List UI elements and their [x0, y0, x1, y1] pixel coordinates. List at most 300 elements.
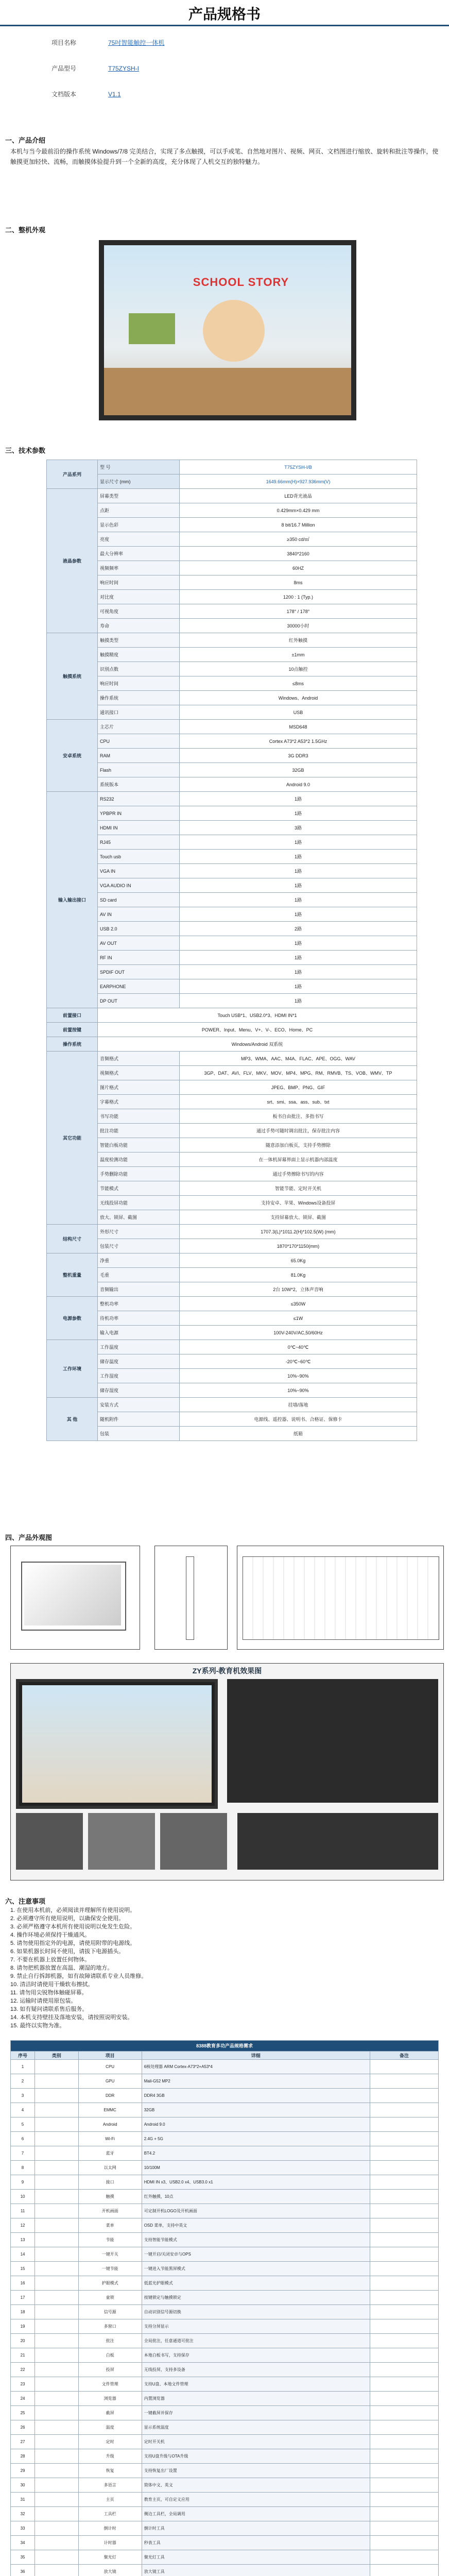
requirements-cell: 1: [11, 2060, 35, 2074]
requirements-cell: 内置浏览器: [142, 2392, 370, 2406]
meta-version: [51, 90, 121, 98]
requirements-cell: [370, 2435, 438, 2449]
spec-key: RJ45: [98, 835, 180, 850]
note-item: 10. 清洁时请使用干燥软布擦拭。: [10, 1981, 94, 1988]
requirements-cell: [35, 2060, 79, 2074]
requirements-cell: 2.4G + 5G: [142, 2132, 370, 2146]
requirements-cell: 一键开启/关闭安卓与OPS: [142, 2247, 370, 2262]
spec-key: 温度检测功能: [98, 1153, 180, 1167]
spec-key: 工作温度: [98, 1340, 180, 1354]
spec-value: 挂墙/落地: [180, 1398, 417, 1412]
requirements-row: [11, 2565, 439, 2576]
spec-key: 图片格式: [98, 1080, 180, 1095]
spec-key: 通讯接口: [98, 705, 180, 720]
requirements-cell: [370, 2449, 438, 2464]
spec-row: [47, 1354, 417, 1369]
spec-row: [47, 1181, 417, 1196]
spec-value: 1路: [180, 864, 417, 878]
requirements-cell: 护眼模式: [78, 2276, 142, 2291]
spec-value: 通过手势可随时调出批注，保存批注内容: [180, 1124, 417, 1138]
requirements-cell: 童锁: [78, 2291, 142, 2305]
requirements-cell: [370, 2493, 438, 2507]
requirements-cell: [370, 2204, 438, 2218]
requirements-cell: [370, 2175, 438, 2190]
requirements-cell: 33: [11, 2521, 35, 2536]
requirements-cell: 17: [11, 2291, 35, 2305]
spec-value: 在一体机屏幕界面上显示机器内部温度: [180, 1153, 417, 1167]
requirements-table: [10, 2040, 439, 2576]
requirements-row: [11, 2392, 439, 2406]
note-item: 8. 请勿把机器放置在高温、潮湿的地方。: [10, 1965, 113, 1971]
spec-category: 其它功能: [47, 1052, 98, 1225]
requirements-cell: [370, 2089, 438, 2103]
requirements-cell: 30: [11, 2478, 35, 2493]
spec-key: 批注功能: [98, 1124, 180, 1138]
note-item: 5. 请勿使用指定外的电源，请使用附带的电源线。: [10, 1940, 136, 1946]
requirements-cell: Mali-G52 MP2: [142, 2074, 370, 2089]
requirements-cell: HDMI IN x3、USB2.0 x4、USB3.0 x1: [142, 2175, 370, 2190]
requirements-cell: 红外触摸，10点: [142, 2190, 370, 2204]
requirements-cell: [35, 2435, 79, 2449]
spec-value: 0.429mm×0.429 mm: [180, 503, 417, 518]
requirements-cell: 批注: [78, 2334, 142, 2348]
requirements-cell: 19: [11, 2319, 35, 2334]
spec-category: 结构尺寸: [47, 1225, 98, 1253]
spec-value: 3G DDR3: [180, 749, 417, 763]
requirements-cell: [35, 2132, 79, 2146]
spec-key: 外形尺寸: [98, 1225, 180, 1239]
requirements-cell: [35, 2334, 79, 2348]
requirements-cell: [35, 2521, 79, 2536]
spec-key: YPBPR IN: [98, 806, 180, 821]
requirements-cell: 一键节能: [78, 2262, 142, 2276]
spec-row: [47, 1167, 417, 1181]
requirements-row: [11, 2406, 439, 2420]
spec-key: 可视角度: [98, 604, 180, 619]
requirements-cell: 定时开关机: [142, 2435, 370, 2449]
hero-desk: [104, 368, 351, 415]
requirements-cell: 一键进入节能黑屏模式: [142, 2262, 370, 2276]
spec-value: Windows/Android 双系统: [98, 1037, 417, 1052]
spec-value: T75ZYSH-I/B: [180, 460, 417, 474]
section-heading-notes: 六、注意事项: [5, 1897, 46, 1905]
spec-value: 1870*170*1150(mm): [180, 1239, 417, 1253]
spec-row: [47, 965, 417, 979]
requirements-row: [11, 2377, 439, 2392]
requirements-title: 8388教育多功产品规格需求: [11, 2041, 439, 2052]
spec-row: [47, 460, 417, 474]
spec-category: 产品系列: [47, 460, 98, 489]
note-item: 14. 本机支持壁挂及落地安装，请按照说明安装。: [10, 2014, 133, 2021]
requirements-cell: 升级: [78, 2449, 142, 2464]
requirements-cell: 36: [11, 2565, 35, 2576]
spec-key: 响应时间: [98, 676, 180, 691]
requirements-cell: [370, 2348, 438, 2363]
side-outline: [186, 1556, 194, 1640]
meta-label: 项目名称: [51, 39, 77, 46]
requirements-row: [11, 2190, 439, 2204]
spec-value: 1路: [180, 835, 417, 850]
spec-category: 前置按键: [47, 1023, 98, 1037]
requirements-row: [11, 2247, 439, 2262]
requirements-cell: 截屏: [78, 2406, 142, 2420]
requirements-cell: [35, 2190, 79, 2204]
requirements-cell: [35, 2161, 79, 2175]
requirements-cell: 15: [11, 2262, 35, 2276]
meta-project: [51, 38, 164, 47]
spec-row: [47, 835, 417, 850]
requirements-row: [11, 2291, 439, 2305]
requirements-cell: [370, 2276, 438, 2291]
spec-category: 前置接口: [47, 1008, 98, 1023]
spec-row: [47, 547, 417, 561]
spec-row: [47, 864, 417, 878]
spec-value: 1路: [180, 979, 417, 994]
requirements-row: [11, 2493, 439, 2507]
spec-row: [47, 821, 417, 835]
requirements-cell: [35, 2478, 79, 2493]
requirements-cell: 6: [11, 2132, 35, 2146]
requirements-row: [11, 2103, 439, 2117]
meta-value[interactable]: 75吋智能触控一体机: [108, 39, 165, 46]
spec-row: [47, 1427, 417, 1441]
spec-category: 触摸系统: [47, 633, 98, 720]
spec-value: ≤8ms: [180, 676, 417, 691]
requirements-cell: [35, 2565, 79, 2576]
spec-key: SD card: [98, 893, 180, 907]
spec-value: srt、smi、ssa、ass、sub、txt: [180, 1095, 417, 1109]
requirements-row: [11, 2449, 439, 2464]
requirements-cell: [370, 2132, 438, 2146]
spec-row: [47, 619, 417, 633]
spec-value: 1649.66mm(H)×927.936mm(V): [180, 474, 417, 489]
spec-row: [47, 1196, 417, 1210]
spec-row: [47, 777, 417, 792]
requirements-cell: 7: [11, 2146, 35, 2161]
requirements-row: [11, 2262, 439, 2276]
spec-key: 显示色彩: [98, 518, 180, 532]
requirements-cell: [35, 2348, 79, 2363]
spec-value: 通过手势擦除书写的内容: [180, 1167, 417, 1181]
spec-value: 65.0Kg: [180, 1253, 417, 1268]
spec-key: 净重: [98, 1253, 180, 1268]
requirements-cell: [35, 2464, 79, 2478]
requirements-cell: 22: [11, 2363, 35, 2377]
note-item: 6. 如果机器长时间不使用，请拔下电源插头。: [10, 1948, 125, 1955]
spec-row: [47, 1282, 417, 1297]
requirements-cell: 31: [11, 2493, 35, 2507]
product-hero-image: [99, 240, 356, 420]
requirements-cell: 26: [11, 2420, 35, 2435]
requirements-cell: 恢复: [78, 2464, 142, 2478]
meta-value[interactable]: T75ZYSH-I: [108, 65, 140, 72]
spec-row: [47, 1326, 417, 1340]
requirements-cell: 放大镜工具: [142, 2565, 370, 2576]
requirements-cell: 一键开关: [78, 2247, 142, 2262]
requirements-cell: 4: [11, 2103, 35, 2117]
spec-row: [47, 1109, 417, 1124]
requirements-row: [11, 2521, 439, 2536]
spec-row: [47, 662, 417, 676]
requirements-cell: [35, 2392, 79, 2406]
hero-caption-text: SCHOOL STORY: [193, 276, 289, 289]
requirements-cell: 聚光灯工具: [142, 2550, 370, 2565]
requirements-cell: 计时器: [78, 2536, 142, 2550]
spec-row: [47, 648, 417, 662]
requirements-cell: [370, 2060, 438, 2074]
spec-key: EARPHONE: [98, 979, 180, 994]
rear-outline: [243, 1556, 439, 1640]
requirements-cell: [370, 2262, 438, 2276]
spec-key: 寿命: [98, 619, 180, 633]
requirements-cell: [35, 2449, 79, 2464]
spec-key: 节能模式: [98, 1181, 180, 1196]
spec-row: [47, 1253, 417, 1268]
requirements-cell: 23: [11, 2377, 35, 2392]
requirements-cell: 29: [11, 2464, 35, 2478]
spec-value: 10点触控: [180, 662, 417, 676]
spec-row: [47, 474, 417, 489]
spec-value: ±1mm: [180, 648, 417, 662]
requirements-cell: 2: [11, 2074, 35, 2089]
requirements-cell: 菜单: [78, 2218, 142, 2233]
spec-row: [47, 1239, 417, 1253]
hero-child: [203, 300, 265, 362]
spec-value: Windows、Android: [180, 691, 417, 705]
spec-category: 液晶参数: [47, 489, 98, 633]
spec-value: LED背光液晶: [180, 489, 417, 503]
spec-row: [47, 749, 417, 763]
requirements-cell: [370, 2319, 438, 2334]
requirements-cell: 多语言: [78, 2478, 142, 2493]
spec-key: VGA IN: [98, 864, 180, 878]
requirements-cell: [35, 2377, 79, 2392]
meta-value[interactable]: V1.1: [108, 91, 121, 98]
spec-category: 操作系统: [47, 1037, 98, 1052]
requirements-cell: 接口: [78, 2175, 142, 2190]
requirements-cell: [370, 2161, 438, 2175]
requirements-cell: 一键截屏并保存: [142, 2406, 370, 2420]
spec-key: 包装: [98, 1427, 180, 1441]
requirements-cell: 秒表工具: [142, 2536, 370, 2550]
spec-value: 随意添加白板页，支持手势擦除: [180, 1138, 417, 1153]
requirements-cell: 25: [11, 2406, 35, 2420]
spec-row: [47, 763, 417, 777]
requirements-cell: [370, 2146, 438, 2161]
spec-row: [47, 633, 417, 648]
spec-value: 1200 : 1 (Typ.): [180, 590, 417, 604]
side-view-drawing: [154, 1546, 228, 1650]
note-item: 9. 禁止自行拆卸机器，如有故障请联系专业人员维修。: [10, 1973, 147, 1979]
spec-row: [47, 1398, 417, 1412]
requirements-cell: 35: [11, 2550, 35, 2565]
requirements-cell: Android: [78, 2117, 142, 2132]
spec-value: 3840*2160: [180, 547, 417, 561]
requirements-row: [11, 2550, 439, 2565]
spec-row: [47, 1052, 417, 1066]
spec-key: Flash: [98, 763, 180, 777]
requirements-row: [11, 2348, 439, 2363]
requirements-cell: 倒计时: [78, 2521, 142, 2536]
spec-row: [47, 1311, 417, 1326]
section-heading-specs: 三、技术参数: [5, 447, 46, 454]
effect-side-image-1: [16, 1813, 83, 1870]
requirements-cell: [370, 2218, 438, 2233]
spec-key: 识别点数: [98, 662, 180, 676]
requirements-cell: [35, 2146, 79, 2161]
spec-key: VGA AUDIO IN: [98, 878, 180, 893]
spec-key: RF IN: [98, 951, 180, 965]
requirements-cell: 文件管理: [78, 2377, 142, 2392]
spec-row: [47, 850, 417, 864]
requirements-cell: EMMC: [78, 2103, 142, 2117]
spec-key: Touch usb: [98, 850, 180, 864]
spec-value: 10%~90%: [180, 1383, 417, 1398]
spec-value: 纸箱: [180, 1427, 417, 1441]
requirements-cell: CPU: [78, 2060, 142, 2074]
requirements-row: [11, 2175, 439, 2190]
requirements-row: [11, 2060, 439, 2074]
requirements-cell: BT4.2: [142, 2146, 370, 2161]
spec-row: [47, 951, 417, 965]
spec-row: [47, 1297, 417, 1311]
requirements-cell: [35, 2420, 79, 2435]
spec-row: [47, 604, 417, 619]
requirements-cell: [35, 2233, 79, 2247]
spec-value: 支持屏幕放大、锁屏、截图: [180, 1210, 417, 1225]
requirements-cell: [370, 2190, 438, 2204]
requirements-cell: 20: [11, 2334, 35, 2348]
requirements-cell: 32GB: [142, 2103, 370, 2117]
requirements-cell: 6核处理器 ARM Cortex-A73*2+A53*4: [142, 2060, 370, 2074]
spec-row: [47, 1412, 417, 1427]
requirements-cell: 工具栏: [78, 2507, 142, 2521]
requirements-header-cell: 项目: [78, 2052, 142, 2060]
spec-row: [47, 979, 417, 994]
note-item: 2. 必须遵守所有使用说明，以确保安全使用。: [10, 1916, 125, 1922]
requirements-row: [11, 2536, 439, 2550]
requirements-cell: Android 9.0: [142, 2117, 370, 2132]
requirements-cell: [35, 2175, 79, 2190]
requirements-cell: Wi-Fi: [78, 2132, 142, 2146]
requirements-cell: 34: [11, 2536, 35, 2550]
effect-rear-image: [227, 1679, 438, 1803]
spec-key: 亮度: [98, 532, 180, 547]
document-title: 产品规格书: [188, 6, 261, 22]
requirements-cell: 可定制开机LOGO及开机画面: [142, 2204, 370, 2218]
requirements-row: [11, 2478, 439, 2493]
spec-value: -20℃~60℃: [180, 1354, 417, 1369]
spec-key: 安装方式: [98, 1398, 180, 1412]
spec-key: 屏幕类型: [98, 489, 180, 503]
spec-row: [47, 1225, 417, 1239]
requirements-cell: 聚光灯: [78, 2550, 142, 2565]
spec-value: 0℃~40℃: [180, 1340, 417, 1354]
meta-model: [51, 64, 139, 73]
requirements-cell: 支持智能节能模式: [142, 2233, 370, 2247]
spec-row: [47, 893, 417, 907]
spec-key: 音频格式: [98, 1052, 180, 1066]
requirements-cell: 9: [11, 2175, 35, 2190]
spec-value: 81.0Kg: [180, 1268, 417, 1282]
spec-table: [46, 460, 417, 1441]
effect-caption: ZY系列-教育机效果图: [192, 1667, 262, 1675]
spec-row: [47, 1037, 417, 1052]
requirements-row: [11, 2132, 439, 2146]
requirements-cell: 27: [11, 2435, 35, 2449]
note-item: 15. 最终以实物为准。: [10, 2023, 65, 2029]
requirements-cell: [370, 2363, 438, 2377]
spec-value: 178° / 178°: [180, 604, 417, 619]
requirements-cell: [35, 2319, 79, 2334]
spec-key: 系统版本: [98, 777, 180, 792]
requirements-row: [11, 2319, 439, 2334]
requirements-cell: [35, 2089, 79, 2103]
spec-value: 8 bit/16.7 Million: [180, 518, 417, 532]
spec-value: 1路: [180, 878, 417, 893]
spec-category: 安卓系统: [47, 720, 98, 792]
spec-row: [47, 1095, 417, 1109]
requirements-row: [11, 2420, 439, 2435]
requirements-row: [11, 2305, 439, 2319]
spec-row: [47, 907, 417, 922]
spec-key: RS232: [98, 792, 180, 806]
requirements-cell: 触摸: [78, 2190, 142, 2204]
spec-row: [47, 518, 417, 532]
effect-front-image: [16, 1679, 218, 1809]
spec-value: 红外触摸: [180, 633, 417, 648]
spec-key: 输入电源: [98, 1326, 180, 1340]
spec-value: 1路: [180, 951, 417, 965]
requirements-cell: [35, 2218, 79, 2233]
requirements-cell: [35, 2493, 79, 2507]
spec-key: 智能白板功能: [98, 1138, 180, 1153]
requirements-cell: [35, 2276, 79, 2291]
spec-row: [47, 1383, 417, 1398]
requirements-cell: 放大镜: [78, 2565, 142, 2576]
spec-key: AV IN: [98, 907, 180, 922]
spec-row: [47, 1153, 417, 1167]
spec-row: [47, 575, 417, 590]
spec-value: 2路: [180, 922, 417, 936]
requirements-cell: [35, 2204, 79, 2218]
requirements-cell: 32: [11, 2507, 35, 2521]
requirements-cell: 浏览器: [78, 2392, 142, 2406]
spec-key: SPDIF OUT: [98, 965, 180, 979]
requirements-cell: [370, 2392, 438, 2406]
requirements-cell: [35, 2103, 79, 2117]
spec-category: 整机重量: [47, 1253, 98, 1297]
requirements-cell: [35, 2363, 79, 2377]
spec-value: 板书自由批注、多指书写: [180, 1109, 417, 1124]
spec-key: 点距: [98, 503, 180, 518]
spec-value: 2台 10W*2，立体声音响: [180, 1282, 417, 1297]
requirements-cell: 支持U盘升级与OTA升级: [142, 2449, 370, 2464]
requirements-row: [11, 2233, 439, 2247]
spec-value: 3GP、DAT、AVI、FLV、MKV、MOV、MP4、MPG、RM、RMVB、TS、VOB、WMV、TP: [180, 1066, 417, 1080]
requirements-cell: 多窗口: [78, 2319, 142, 2334]
spec-row: [47, 994, 417, 1008]
spec-value: 1路: [180, 907, 417, 922]
note-item: 3. 必须严格遵守本机所有使用说明以免发生危险。: [10, 1924, 136, 1930]
spec-row: [47, 792, 417, 806]
requirements-cell: [35, 2291, 79, 2305]
spec-key: 包装尺寸: [98, 1239, 180, 1253]
spec-row: [47, 720, 417, 734]
spec-key: 对比度: [98, 590, 180, 604]
front-view-drawing: [10, 1546, 140, 1650]
spec-row: [47, 1023, 417, 1037]
